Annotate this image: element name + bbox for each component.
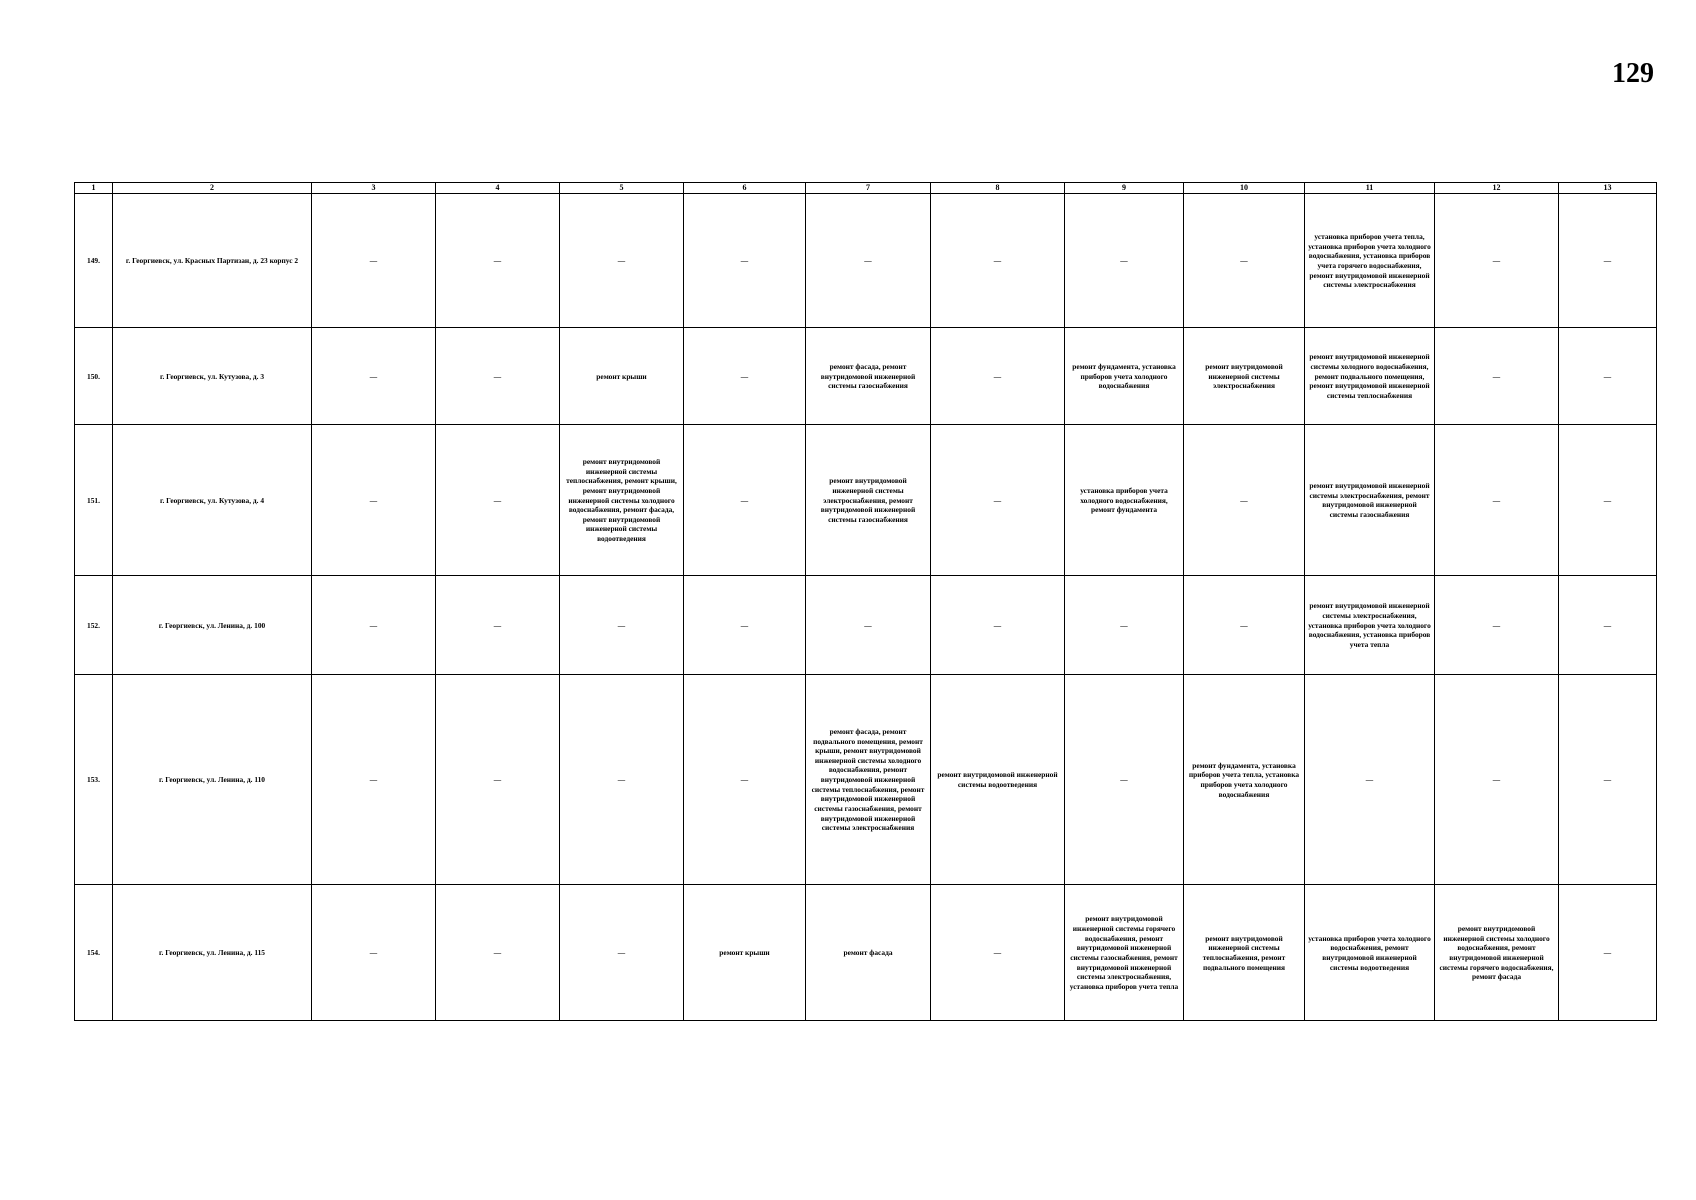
column-header: 12 (1435, 183, 1559, 194)
address-cell: г. Георгиевск, ул. Кутузова, д. 4 (113, 425, 312, 576)
table-row (75, 885, 1657, 1021)
works-table-container (74, 182, 1656, 1021)
work-cell-col-5: — (560, 885, 684, 1021)
work-cell-col-4: — (436, 425, 560, 576)
column-header: 11 (1305, 183, 1435, 194)
work-cell-col-6: — (684, 328, 806, 425)
work-cell-col-12: — (1435, 576, 1559, 675)
table-row (75, 576, 1657, 675)
work-cell-col-4: — (436, 675, 560, 885)
work-cell-col-4: — (436, 194, 560, 328)
work-cell-col-5: — (560, 576, 684, 675)
work-cell-col-8: ремонт внутридомовой инженерной системы водоотведения (931, 675, 1065, 885)
work-cell-col-3: — (312, 675, 436, 885)
work-cell-col-7: ремонт фасада (806, 885, 931, 1021)
page-number: 129 (1612, 58, 1654, 89)
column-number-header-row (75, 183, 1657, 194)
work-cell-col-11: ремонт внутридомовой инженерной системы электроснабжения, установка приборов учета холодного водоснабжения, установка приборов учета тепла (1305, 576, 1435, 675)
row-number-cell: 151. (75, 425, 113, 576)
address-cell: г. Георгиевск, ул. Ленина, д. 100 (113, 576, 312, 675)
column-header: 2 (113, 183, 312, 194)
work-cell-col-7: ремонт фасада, ремонт подвального помещения, ремонт крыши, ремонт внутридомовой инженерной системы холодного водоснабжения, ремонт внутридомовой инженерной системы теплоснабжения, ремонт внутридомовой инженерной системы газоснабжения, ремонт внутридомовой инженерной системы электроснабжения (806, 675, 931, 885)
work-cell-col-4: — (436, 328, 560, 425)
work-cell-col-13: — (1559, 675, 1657, 885)
work-cell-col-12: ремонт внутридомовой инженерной системы холодного водоснабжения, ремонт внутридомовой инженерной системы горячего водоснабжения, ремонт фасада (1435, 885, 1559, 1021)
work-cell-col-13: — (1559, 194, 1657, 328)
work-cell-col-13: — (1559, 576, 1657, 675)
address-cell: г. Георгиевск, ул. Кутузова, д. 3 (113, 328, 312, 425)
column-header: 4 (436, 183, 560, 194)
column-header: 7 (806, 183, 931, 194)
work-cell-col-10: ремонт внутридомовой инженерной системы теплоснабжения, ремонт подвального помещения (1184, 885, 1305, 1021)
work-cell-col-6: — (684, 194, 806, 328)
table-row (75, 675, 1657, 885)
row-number-cell: 149. (75, 194, 113, 328)
work-cell-col-12: — (1435, 675, 1559, 885)
work-cell-col-11: установка приборов учета тепла, установка приборов учета холодного водоснабжения, установка приборов учета горячего водоснабжения, ремонт внутридомовой инженерной системы электроснабжения (1305, 194, 1435, 328)
work-cell-col-8: — (931, 885, 1065, 1021)
work-cell-col-11: ремонт внутридомовой инженерной системы холодного водоснабжения, ремонт подвального помещения, ремонт внутридомовой инженерной системы теплоснабжения (1305, 328, 1435, 425)
row-number-cell: 154. (75, 885, 113, 1021)
work-cell-col-8: — (931, 328, 1065, 425)
column-header: 6 (684, 183, 806, 194)
work-cell-col-10: — (1184, 425, 1305, 576)
work-cell-col-7: — (806, 576, 931, 675)
work-cell-col-13: — (1559, 328, 1657, 425)
work-cell-col-9: — (1065, 576, 1184, 675)
work-cell-col-5: ремонт внутридомовой инженерной системы теплоснабжения, ремонт крыши, ремонт внутридомовой инженерной системы холодного водоснабжения, ремонт фасада, ремонт внутридомовой инженерной системы водоотведения (560, 425, 684, 576)
work-cell-col-4: — (436, 576, 560, 675)
work-cell-col-13: — (1559, 885, 1657, 1021)
work-cell-col-11: — (1305, 675, 1435, 885)
work-cell-col-10: — (1184, 194, 1305, 328)
work-cell-col-13: — (1559, 425, 1657, 576)
work-cell-col-8: — (931, 194, 1065, 328)
work-cell-col-5: ремонт крыши (560, 328, 684, 425)
column-header: 1 (75, 183, 113, 194)
table-row (75, 194, 1657, 328)
work-cell-col-6: — (684, 425, 806, 576)
work-cell-col-7: ремонт внутридомовой инженерной системы электроснабжения, ремонт внутридомовой инженерной системы газоснабжения (806, 425, 931, 576)
work-cell-col-7: ремонт фасада, ремонт внутридомовой инженерной системы газоснабжения (806, 328, 931, 425)
work-cell-col-6: — (684, 576, 806, 675)
work-cell-col-3: — (312, 885, 436, 1021)
work-cell-col-9: ремонт фундамента, установка приборов учета холодного водоснабжения (1065, 328, 1184, 425)
column-header: 9 (1065, 183, 1184, 194)
row-number-cell: 153. (75, 675, 113, 885)
work-cell-col-8: — (931, 425, 1065, 576)
work-cell-col-3: — (312, 576, 436, 675)
address-cell: г. Георгиевск, ул. Красных Партизан, д. 23 корпус 2 (113, 194, 312, 328)
work-cell-col-12: — (1435, 328, 1559, 425)
column-header: 8 (931, 183, 1065, 194)
work-cell-col-9: установка приборов учета холодного водоснабжения, ремонт фундамента (1065, 425, 1184, 576)
column-header: 10 (1184, 183, 1305, 194)
work-cell-col-10: ремонт фундамента, установка приборов учета тепла, установка приборов учета холодного водоснабжения (1184, 675, 1305, 885)
row-number-cell: 150. (75, 328, 113, 425)
row-number-cell: 152. (75, 576, 113, 675)
work-cell-col-6: — (684, 675, 806, 885)
work-cell-col-3: — (312, 194, 436, 328)
work-cell-col-10: ремонт внутридомовой инженерной системы электроснабжения (1184, 328, 1305, 425)
work-cell-col-10: — (1184, 576, 1305, 675)
address-cell: г. Георгиевск, ул. Ленина, д. 110 (113, 675, 312, 885)
work-cell-col-9: — (1065, 194, 1184, 328)
work-cell-col-7: — (806, 194, 931, 328)
work-cell-col-11: установка приборов учета холодного водоснабжения, ремонт внутридомовой инженерной системы водоотведения (1305, 885, 1435, 1021)
work-cell-col-12: — (1435, 194, 1559, 328)
column-header: 5 (560, 183, 684, 194)
work-cell-col-5: — (560, 194, 684, 328)
work-cell-col-5: — (560, 675, 684, 885)
work-cell-col-12: — (1435, 425, 1559, 576)
work-cell-col-6: ремонт крыши (684, 885, 806, 1021)
work-cell-col-3: — (312, 425, 436, 576)
column-header: 13 (1559, 183, 1657, 194)
work-cell-col-3: — (312, 328, 436, 425)
work-cell-col-11: ремонт внутридомовой инженерной системы электроснабжения, ремонт внутридомовой инженерной системы газоснабжения (1305, 425, 1435, 576)
work-cell-col-9: — (1065, 675, 1184, 885)
table-row (75, 328, 1657, 425)
works-table (74, 182, 1657, 1021)
table-row (75, 425, 1657, 576)
table-body (75, 194, 1657, 1021)
work-cell-col-8: — (931, 576, 1065, 675)
address-cell: г. Георгиевск, ул. Ленина, д. 115 (113, 885, 312, 1021)
work-cell-col-4: — (436, 885, 560, 1021)
column-header: 3 (312, 183, 436, 194)
work-cell-col-9: ремонт внутридомовой инженерной системы горячего водоснабжения, ремонт внутридомовой инженерной системы газоснабжения, ремонт внутридомовой инженерной системы электроснабжения, установка приборов учета тепла (1065, 885, 1184, 1021)
